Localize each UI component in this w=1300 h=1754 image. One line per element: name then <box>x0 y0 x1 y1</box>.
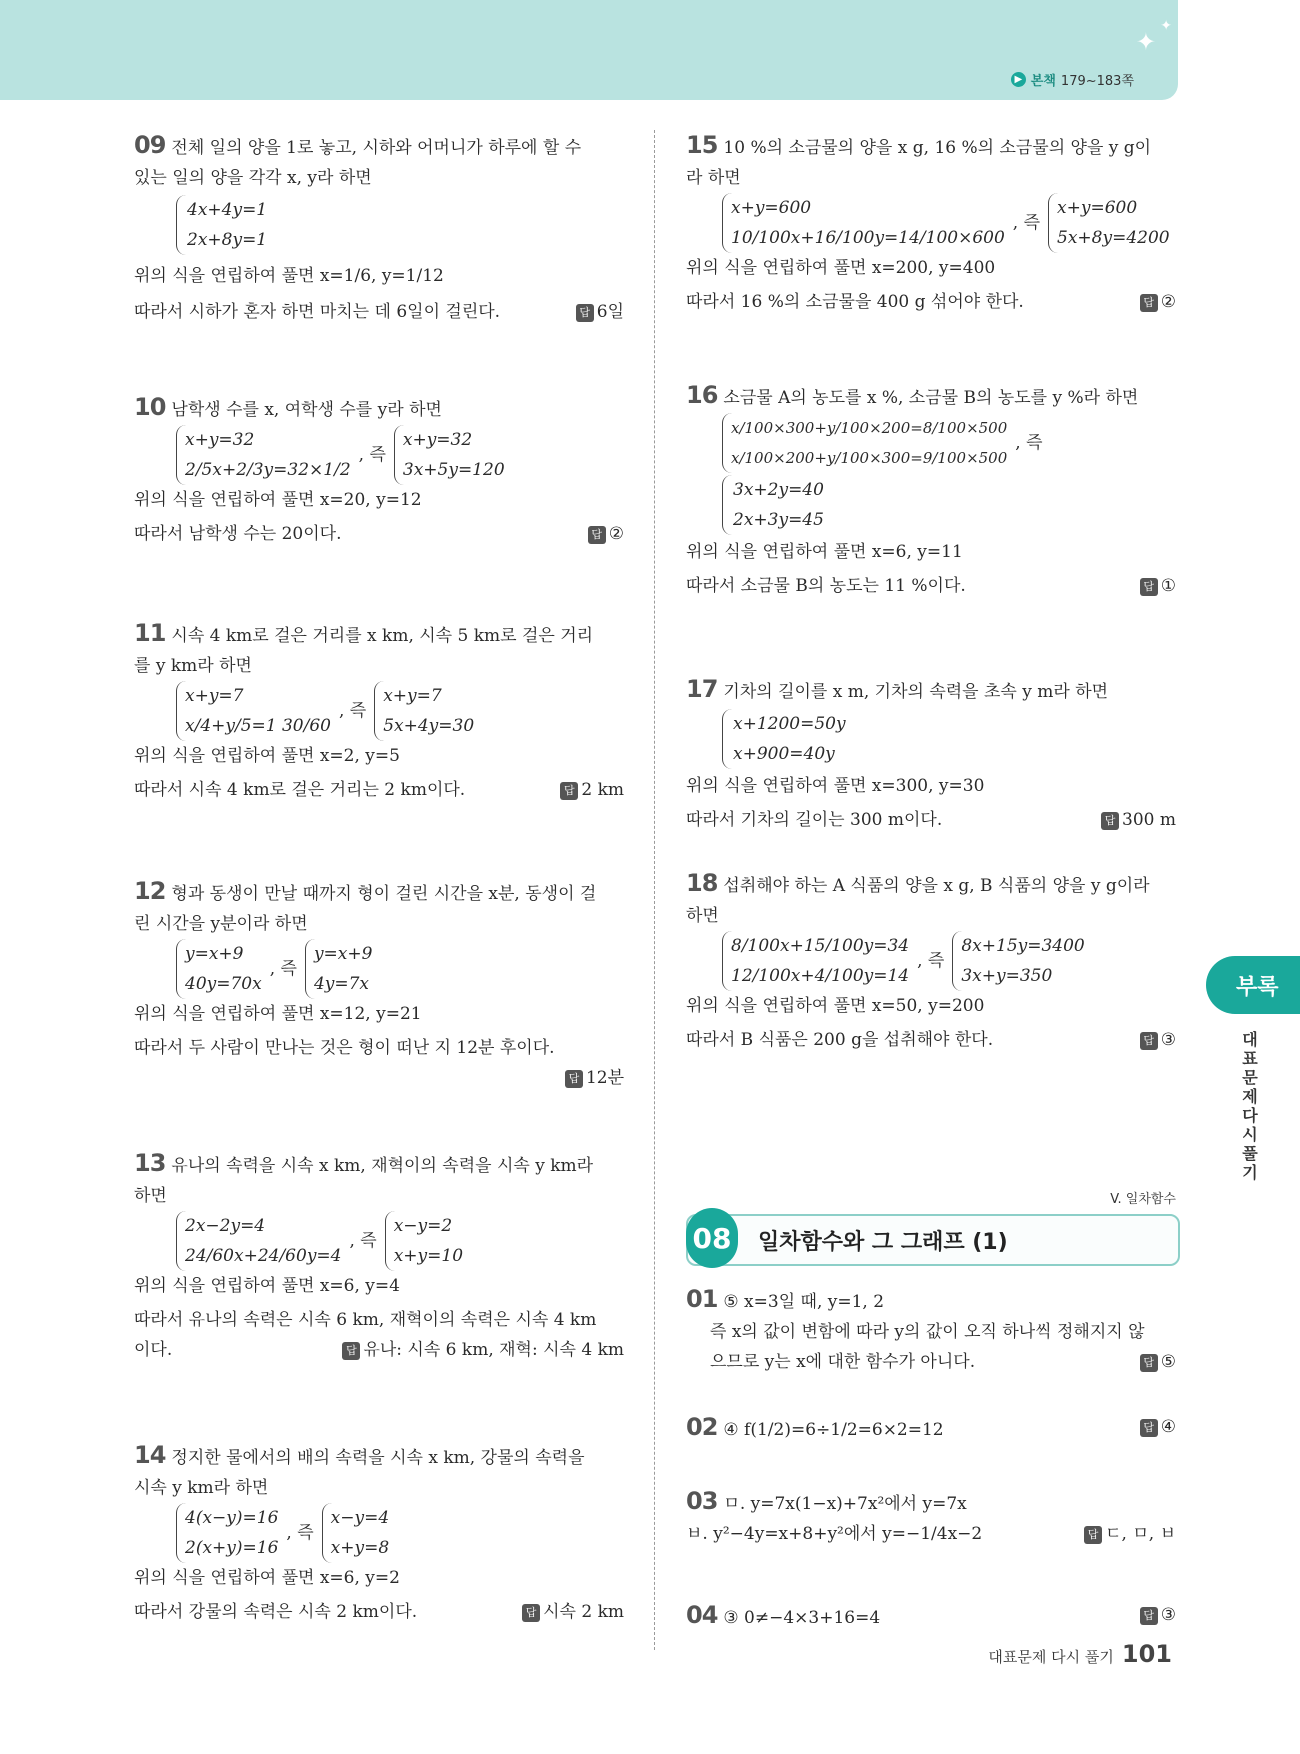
equation-system: 4(x−y)=16 2(x+y)=16 , 즉 x−y=4 x+y=8 <box>176 1503 624 1563</box>
answer <box>1140 1347 1176 1377</box>
solution-line: 위의 식을 연립하여 풀면 x=200, y=400 <box>686 258 996 278</box>
answer <box>1101 805 1176 835</box>
equation: 2/5x+2/3y=32×1/2 <box>185 460 351 480</box>
conclusion: 따라서 강물의 속력은 시속 2 km이다. <box>134 1602 418 1622</box>
answer-value: ② <box>1160 292 1176 312</box>
chapter-number: 08 <box>686 1208 738 1268</box>
answer-mark-icon: 답 <box>588 526 606 544</box>
solution-line: 위의 식을 연립하여 풀면 x=6, y=4 <box>134 1276 400 1296</box>
problem-text: ㅁ. y=7x(1−x)+7x²에서 y=7x <box>723 1494 967 1514</box>
ref-pages: 179~183쪽 <box>1060 74 1134 89</box>
textbook-reference <box>1011 70 1134 89</box>
problem-text: 를 y km라 하면 <box>134 656 252 676</box>
problem-number: 18 <box>686 869 718 897</box>
problem-text: ④ f(1/2)=6÷1/2=6×2=12 <box>723 1420 944 1440</box>
problem-17 <box>686 674 1176 835</box>
answer-mark-icon: 답 <box>1140 1607 1158 1625</box>
problem-text: 형과 동생이 만날 때까지 형이 걸린 시간을 x분, 동생이 걸 <box>171 884 597 904</box>
problem-text: 있는 일의 양을 각각 x, y라 하면 <box>134 168 372 188</box>
problem-number: 17 <box>686 675 718 703</box>
sparkle-icon: ✦ <box>1160 18 1172 34</box>
solution-line: 위의 식을 연립하여 풀면 x=50, y=200 <box>686 996 985 1016</box>
equation: 24/60x+24/60y=4 <box>185 1246 342 1266</box>
problem-number: 10 <box>134 393 166 421</box>
problem-18 <box>686 868 1176 1055</box>
answer-mark-icon: 답 <box>1140 578 1158 596</box>
equation: 40y=70x <box>185 974 262 994</box>
problem-text: 섭취해야 하는 A 식품의 양을 x g, B 식품의 양을 y g이라 <box>723 876 1150 896</box>
equation: 3x+5y=120 <box>402 460 505 480</box>
problem-number: 02 <box>686 1413 718 1441</box>
equation-system: x+y=32 2/5x+2/3y=32×1/2 , 즉 x+y=32 3x+5y=120 <box>176 425 624 485</box>
answer-mark-icon: 답 <box>560 782 578 800</box>
problem-text: 으므로 y는 x에 대한 함수가 아니다. <box>710 1352 976 1372</box>
answer-mark-icon: 답 <box>1140 1354 1158 1372</box>
problem-number: 01 <box>686 1285 718 1313</box>
sparkle-icon: ✦ <box>1135 28 1156 56</box>
answer-value: ④ <box>1160 1417 1176 1437</box>
problem-11 <box>134 618 624 805</box>
solution-line: 위의 식을 연립하여 풀면 x=1/6, y=1/12 <box>134 266 444 286</box>
answer-value: ③ <box>1160 1030 1176 1050</box>
equation: 2x+8y=1 <box>187 230 268 250</box>
problem-01 <box>686 1284 1176 1377</box>
conclusion: 따라서 B 식품은 200 g을 섭취해야 한다. <box>686 1030 994 1050</box>
conclusion: 따라서 16 %의 소금물을 400 g 섞어야 한다. <box>686 292 1024 312</box>
answer-value: ② <box>608 524 624 544</box>
answer-value: ③ <box>1160 1605 1176 1625</box>
problem-04 <box>686 1600 1176 1633</box>
equation: 10/100x+16/100y=14/100×600 <box>731 228 1005 248</box>
conclusion: 따라서 남학생 수는 20이다. <box>134 524 342 544</box>
problem-text: 하면 <box>686 906 719 926</box>
equation: x+y=600 <box>731 198 812 218</box>
equation-system <box>722 709 903 769</box>
answer-value: ① <box>1160 576 1176 596</box>
footer-label: 대표문제 다시 풀기 <box>988 1648 1114 1666</box>
answer <box>565 1068 624 1088</box>
equation: y=x+9 <box>313 944 373 964</box>
conclusion: 따라서 유나의 속력은 시속 6 km, 재혁이의 속력은 시속 4 km <box>134 1310 597 1330</box>
equation: y=x+9 <box>185 944 244 964</box>
answer-value: 시속 2 km <box>543 1602 624 1622</box>
problem-16 <box>686 380 1176 601</box>
equation: x+900=40y <box>733 744 835 764</box>
answer-mark-icon: 답 <box>565 1070 583 1088</box>
conclusion: 따라서 소금물 B의 농도는 11 %이다. <box>686 576 966 596</box>
problem-text: 소금물 A의 농도를 x %, 소금물 B의 농도를 y %라 하면 <box>723 388 1139 408</box>
answer <box>522 1597 624 1627</box>
equation: 2x−2y=4 <box>185 1216 266 1236</box>
answer <box>576 297 624 327</box>
equation: x/100×300+y/100×200=8/100×500 <box>731 419 1008 437</box>
conclusion: 이다. <box>134 1340 173 1360</box>
chapter-title: 일차함수와 그 그래프 (1) <box>758 1230 1008 1255</box>
problem-text: 유나의 속력을 시속 x km, 재혁이의 속력을 시속 y km라 <box>171 1156 594 1176</box>
equation: x+y=7 <box>185 686 244 706</box>
problem-text: ⑤ x=3일 때, y=1, 2 <box>723 1292 885 1312</box>
problem-text: 린 시간을 y분이라 하면 <box>134 914 308 934</box>
equation: x+1200=50y <box>733 714 846 734</box>
page-number: 101 <box>1121 1640 1172 1668</box>
answer <box>1140 287 1176 317</box>
problem-number: 09 <box>134 131 166 159</box>
problem-number: 04 <box>686 1601 718 1629</box>
equation: 2x+3y=45 <box>733 510 824 530</box>
equation: x/100×200+y/100×300=9/100×500 <box>731 449 1008 467</box>
page-footer <box>988 1640 1172 1668</box>
conclusion: 따라서 시속 4 km로 걸은 거리는 2 km이다. <box>134 780 466 800</box>
problem-text: 시속 4 km로 걸은 거리를 x km, 시속 5 km로 걸은 거리 <box>171 626 594 646</box>
equation: x+y=7 <box>383 686 442 706</box>
answer-mark-icon: 답 <box>1084 1526 1102 1544</box>
conclusion: 따라서 기차의 길이는 300 m이다. <box>686 810 943 830</box>
solution-line: 위의 식을 연립하여 풀면 x=12, y=21 <box>134 1004 422 1024</box>
equation-system: x+y=7 x/4+y/5=1 30/60 , 즉 x+y=7 5x+4y=30 <box>176 681 624 741</box>
conclusion: 따라서 시하가 혼자 하면 마치는 데 6일이 걸린다. <box>134 302 501 322</box>
equation: 4y=7x <box>313 974 370 994</box>
equation: x+y=8 <box>330 1538 390 1558</box>
problem-text: 정지한 물에서의 배의 속력을 시속 x km, 강물의 속력을 <box>171 1448 585 1468</box>
answer <box>588 519 624 549</box>
equation: x+y=32 <box>402 430 473 450</box>
ref-label: 본책 <box>1030 74 1056 89</box>
equation-system: 2x−2y=4 24/60x+24/60y=4 , 즉 x−y=2 x+y=10 <box>176 1211 624 1271</box>
equation: x+y=32 <box>185 430 255 450</box>
answer-mark-icon: 답 <box>576 304 594 322</box>
equation: 5x+4y=30 <box>383 716 475 736</box>
equation: 2(x+y)=16 <box>185 1538 279 1558</box>
arrow-right-icon: ▶ <box>1011 72 1026 87</box>
problem-03 <box>686 1486 1176 1549</box>
solution-line: 위의 식을 연립하여 풀면 x=20, y=12 <box>134 490 422 510</box>
problem-12 <box>134 876 624 1093</box>
problem-number: 03 <box>686 1487 718 1515</box>
answer <box>1140 1025 1176 1055</box>
equation: x+y=10 <box>393 1246 464 1266</box>
answer-mark-icon: 답 <box>1140 294 1158 312</box>
problem-text: 즉 x의 값이 변함에 따라 y의 값이 오직 하나씩 정해지지 않 <box>710 1322 1145 1342</box>
equation: 12/100x+4/100y=14 <box>731 966 910 986</box>
answer <box>1140 571 1176 601</box>
problem-text: 기차의 길이를 x m, 기차의 속력을 초속 y m라 하면 <box>723 682 1109 702</box>
problem-text: 10 %의 소금물의 양을 x g, 16 %의 소금물의 양을 y g이 <box>723 138 1152 158</box>
answer-mark-icon: 답 <box>1140 1032 1158 1050</box>
problem-number: 12 <box>134 877 166 905</box>
answer-mark-icon: 답 <box>1101 812 1119 830</box>
answer <box>1084 1519 1176 1549</box>
problem-text: 전체 일의 양을 1로 놓고, 시하와 어머니가 하루에 할 수 <box>171 138 582 158</box>
problem-number: 11 <box>134 619 166 647</box>
problem-number: 14 <box>134 1441 166 1469</box>
equation: 4(x−y)=16 <box>185 1508 279 1528</box>
equation: 3x+2y=40 <box>733 480 824 500</box>
answer-value: 2 km <box>581 780 624 800</box>
answer-value: 6일 <box>596 302 624 322</box>
equation-system: 8/100x+15/100y=34 12/100x+4/100y=14 , 즉 8x+15y=3400 3x+y=350 <box>722 931 1176 991</box>
problem-number: 16 <box>686 381 718 409</box>
equation: x−y=4 <box>330 1508 390 1528</box>
equation: 3x+y=350 <box>961 966 1053 986</box>
problem-text: ㅂ. y²−4y=x+8+y²에서 y=−1/4x−2 <box>686 1524 983 1544</box>
problem-text: 시속 y km라 하면 <box>134 1478 269 1498</box>
solution-line: 위의 식을 연립하여 풀면 x=2, y=5 <box>134 746 400 766</box>
column-divider <box>654 130 655 1650</box>
unit-label: V. 일차함수 <box>1110 1192 1176 1207</box>
answer <box>1140 1600 1176 1630</box>
problem-text: 라 하면 <box>686 168 741 188</box>
solution-line: 위의 식을 연립하여 풀면 x=300, y=30 <box>686 776 985 796</box>
answer-value: 12분 <box>585 1068 624 1088</box>
answer-mark-icon: 답 <box>342 1342 360 1360</box>
answer-value: 유나: 시속 6 km, 재혁: 시속 4 km <box>363 1340 624 1360</box>
answer-value: ⑤ <box>1160 1352 1176 1372</box>
equation: 8/100x+15/100y=34 <box>731 936 910 956</box>
problem-text: 하면 <box>134 1186 167 1206</box>
problem-number: 15 <box>686 131 718 159</box>
equation: 4x+4y=1 <box>187 200 268 220</box>
conclusion: 따라서 두 사람이 만나는 것은 형이 떠난 지 12분 후이다. <box>134 1038 555 1058</box>
equation: 8x+15y=3400 <box>961 936 1085 956</box>
problem-text: ③ 0≠−4×3+16=4 <box>723 1608 881 1628</box>
answer-value: ㄷ, ㅁ, ㅂ <box>1105 1524 1176 1544</box>
answer-mark-icon: 답 <box>1140 1419 1158 1437</box>
equation: x/4+y/5=1 30/60 <box>185 716 331 736</box>
answer <box>560 775 624 805</box>
equation-system: x/100×300+y/100×200=8/100×500 x/100×200+y/100×300=9/100×500 , 즉 <box>722 413 1176 473</box>
equation-system <box>176 195 367 255</box>
problem-15 <box>686 130 1176 317</box>
equation-system: y=x+9 40y=70x , 즉 y=x+9 4y=7x <box>176 939 624 999</box>
section-vertical-label: 대표문제다시풀기 <box>1242 1030 1258 1182</box>
problem-02 <box>686 1412 1176 1445</box>
answer <box>342 1335 624 1365</box>
solution-line: 위의 식을 연립하여 풀면 x=6, y=2 <box>134 1568 400 1588</box>
equation-system: x+y=600 10/100x+16/100y=14/100×600 , 즉 x+y=600 5x+8y=4200 <box>722 193 1176 253</box>
problem-09 <box>134 130 624 327</box>
problem-14 <box>134 1440 624 1627</box>
equation-system <box>722 475 893 535</box>
equation: 5x+8y=4200 <box>1057 228 1170 248</box>
problem-text: 남학생 수를 x, 여학생 수를 y라 하면 <box>171 400 442 420</box>
chapter-banner <box>686 1214 1180 1266</box>
solution-line: 위의 식을 연립하여 풀면 x=6, y=11 <box>686 542 963 562</box>
answer-value: 300 m <box>1122 810 1176 830</box>
answer <box>1140 1412 1176 1442</box>
problem-10 <box>134 392 624 549</box>
answer-mark-icon: 답 <box>522 1604 540 1622</box>
equation: x+y=600 <box>1057 198 1138 218</box>
equation: x−y=2 <box>393 1216 453 1236</box>
appendix-tab[interactable]: 부록 <box>1206 956 1300 1014</box>
page-header <box>0 0 1178 100</box>
problem-number: 13 <box>134 1149 166 1177</box>
problem-13 <box>134 1148 624 1365</box>
